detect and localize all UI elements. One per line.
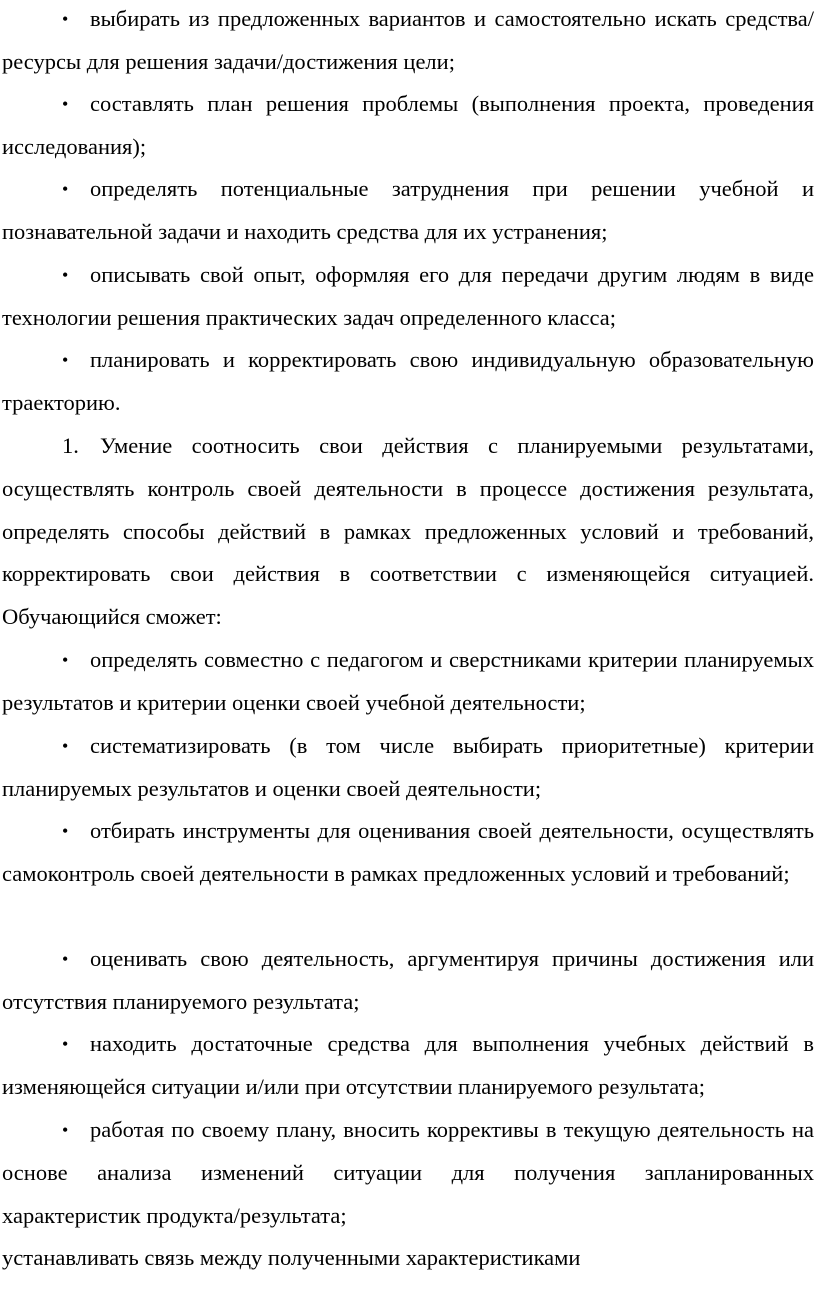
bullet-marker: •	[62, 350, 69, 370]
paragraph-text: устанавливать связь между полученными характеристиками	[2, 1245, 581, 1270]
list-item	[2, 83, 814, 169]
list-item	[2, 1023, 814, 1109]
list-item-text: находить достаточные средства для выполнения учебных действий в изменяющейся ситуации и/или при отсутствии планируемого результата;	[2, 1031, 814, 1099]
list-item-text: работая по своему плану, вносить коррективы в текущую деятельность на основе анализа изменений ситуации для получения запланированных характеристик продукта/результата;	[2, 1117, 814, 1228]
bullet-marker: •	[62, 1120, 69, 1140]
bullet-marker: •	[62, 949, 69, 969]
bullet-marker: •	[62, 1034, 69, 1054]
list-item-text: оценивать свою деятельность, аргументируя причины достижения или отсутствия планируемого результата;	[2, 946, 814, 1014]
bullet-marker: •	[62, 736, 69, 756]
list-item	[2, 725, 814, 811]
paragraph	[2, 1237, 814, 1280]
bullet-marker: •	[62, 179, 69, 199]
list-item	[2, 254, 814, 340]
list-item-text: определять совместно с педагогом и сверстниками критерии планируемых результатов и критерии оценки своей учебной деятельности;	[2, 647, 814, 715]
list-item	[2, 168, 814, 254]
numbered-paragraph	[2, 425, 814, 639]
list-item	[2, 810, 814, 896]
list-item	[2, 0, 814, 84]
bullet-marker: •	[62, 94, 69, 114]
bullet-marker: •	[62, 650, 69, 670]
list-item-text: отбирать инструменты для оценивания своей деятельности, осуществлять самоконтроль своей деятельности в рамках предложенных условий и требований;	[2, 818, 814, 886]
list-item-text: выбирать из предложенных вариантов и самостоятельно искать средства/ресурсы для решения задачи/достижения цели;	[2, 6, 814, 74]
list-item	[2, 639, 814, 725]
list-item	[2, 339, 814, 425]
paragraph-text: Умение соотносить свои действия с планируемыми результатами, осуществлять контроль своей деятельности в процессе достижения результата, определять способы действий в рамках предложенных условий и требований, корректировать свои действия в соответствии с изменяющейся ситуацией. Обучающийся сможет:	[2, 433, 814, 630]
list-item-text: составлять план решения проблемы (выполнения проекта, проведения исследования);	[2, 91, 814, 159]
bullet-marker: •	[62, 821, 69, 841]
list-item-text: определять потенциальные затруднения при решении учебной и познавательной задачи и находить средства для их устранения;	[2, 176, 814, 244]
list-item-text: описывать свой опыт, оформляя его для передачи другим людям в виде технологии решения практических задач определенного класса;	[2, 262, 814, 330]
list-item-text: систематизировать (в том числе выбирать приоритетные) критерии планируемых результатов и оценки своей деятельности;	[2, 733, 814, 801]
list-item	[2, 1109, 814, 1237]
bullet-marker: •	[62, 265, 69, 285]
list-item-text: планировать и корректировать свою индивидуальную образовательную траекторию.	[2, 347, 814, 415]
number-marker: 1.	[62, 433, 79, 458]
bullet-marker: •	[62, 9, 69, 29]
list-item	[2, 938, 814, 1024]
